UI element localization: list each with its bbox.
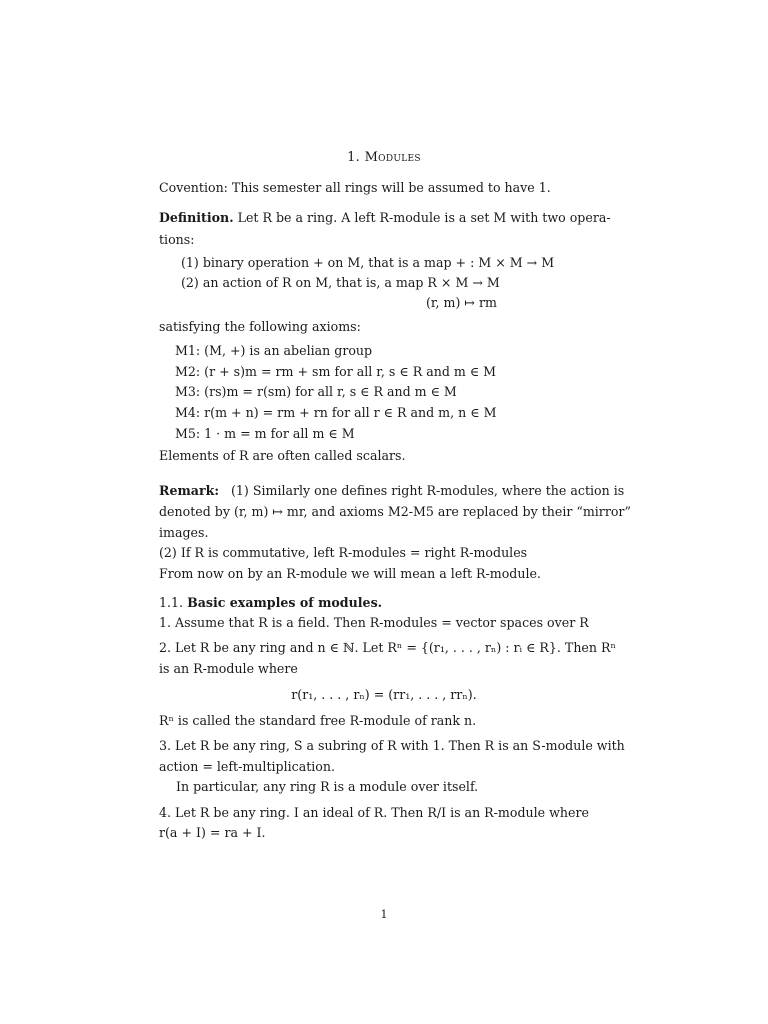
remark-text-1: (1) Similarly one defines right R-modules, where the action is: [231, 483, 625, 498]
remark-line-3: images.: [159, 525, 209, 540]
example-2-line-3: Rⁿ is called the standard free R-module of rank n.: [159, 713, 477, 728]
remark-line-2: denoted by (r, m) ↦ mr, and axioms M2-M5 are replaced by their “mirror”: [159, 504, 631, 519]
example-3-line-3: In particular, any ring R is a module over itself.: [176, 779, 479, 794]
remark-line-4: (2) If R is commutative, left R-modules = right R-modules: [159, 545, 528, 560]
axiom-m1: M1: (M, +) is an abelian group: [175, 343, 373, 358]
example-4-line-2: r(a + I) = ra + I.: [159, 825, 266, 840]
definition-line-2: tions:: [159, 232, 195, 247]
example-4-line-1: 4. Let R be any ring. I an ideal of R. Then R/I is an R-module where: [159, 805, 589, 820]
subsection-title: Basic examples of modules.: [187, 595, 383, 610]
definition-line-1: [159, 210, 611, 226]
scalars-text: Elements of R are often called scalars.: [159, 448, 406, 463]
example-2-line-2: is an R-module where: [159, 661, 298, 676]
definition-item-2: (2) an action of R on M, that is, a map R × M → M: [181, 275, 500, 290]
page-number: 1: [380, 908, 388, 921]
satisfying-text: satisfying the following axioms:: [159, 319, 361, 334]
example-3-line-2: action = left-multiplication.: [159, 759, 335, 774]
example-2-line-1: 2. Let R be any ring and n ∈ ℕ. Let Rⁿ = {(r₁, . . . , rₙ) : rᵢ ∈ R}. Then Rⁿ: [159, 640, 616, 655]
definition-label: Definition.: [159, 210, 234, 225]
axiom-m4: M4: r(m + n) = rm + rn for all r ∈ R and m, n ∈ M: [175, 405, 497, 420]
axiom-m5: M5: 1 · m = m for all m ∈ M: [175, 426, 355, 441]
section-title-text: Modules: [364, 150, 421, 165]
section-title: [0, 150, 768, 166]
subsection-heading: [159, 595, 382, 611]
example-1: 1. Assume that R is a field. Then R-modules = vector spaces over R: [159, 615, 589, 630]
remark-label: Remark:: [159, 483, 219, 498]
definition-item-1: (1) binary operation + on M, that is a map + : M × M → M: [181, 255, 555, 270]
example-3-line-1: 3. Let R be any ring, S a subring of R with 1. Then R is an S-module with: [159, 738, 625, 753]
remark-line-1: [159, 483, 624, 499]
example-2-display-math: r(r₁, . . . , rₙ) = (rr₁, . . . , rrₙ).: [291, 687, 477, 702]
section-number: 1.: [347, 150, 361, 165]
convention-text: Covention: This semester all rings will be assumed to have 1.: [159, 180, 551, 195]
axiom-m2: M2: (r + s)m = rm + sm for all r, s ∈ R and m ∈ M: [175, 364, 497, 379]
subsection-number: 1.1.: [159, 595, 184, 610]
axiom-m3: M3: (rs)m = r(sm) for all r, s ∈ R and m ∈ M: [175, 384, 457, 399]
definition-display-math: (r, m) ↦ rm: [426, 295, 497, 310]
definition-text-1: Let R be a ring. A left R-module is a set M with two opera-: [237, 210, 611, 225]
remark-line-5: From now on by an R-module we will mean a left R-module.: [159, 566, 541, 581]
